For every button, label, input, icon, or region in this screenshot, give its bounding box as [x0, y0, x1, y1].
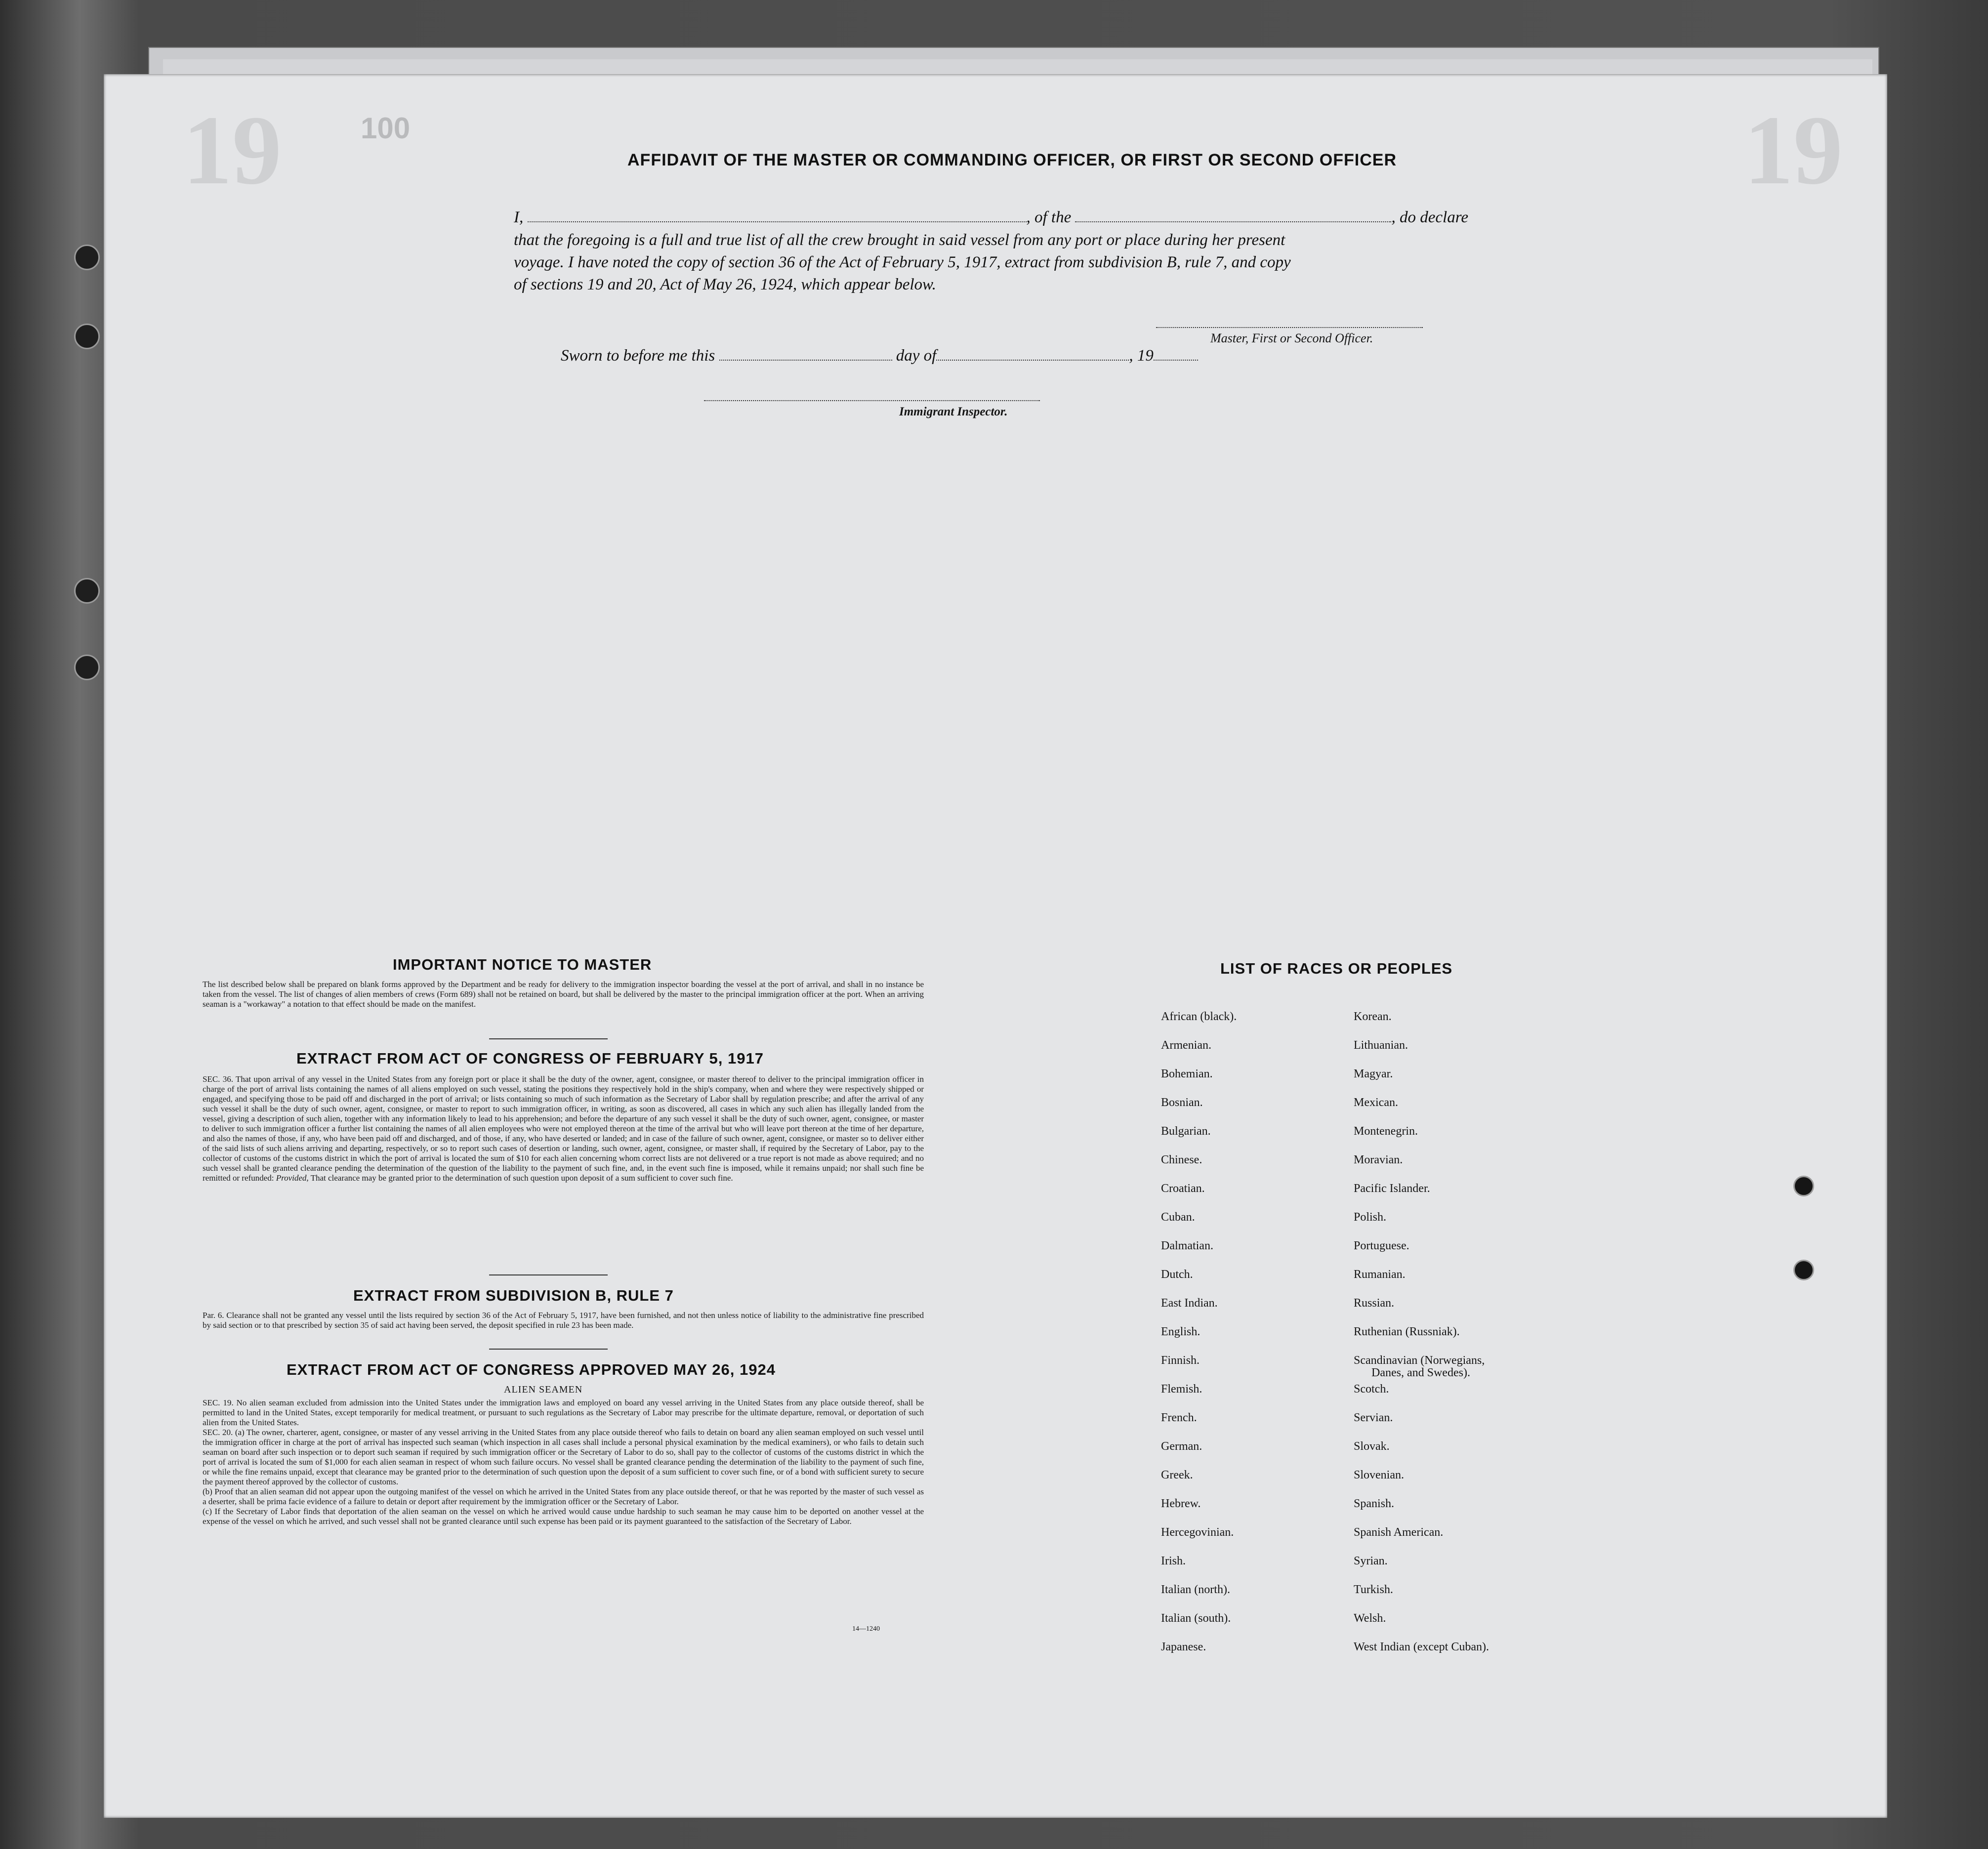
- affidavit-line-4: of sections 19 and 20, Act of May 26, 1924, which appear below.: [514, 276, 936, 293]
- punch-hole: [74, 655, 100, 680]
- divider: [489, 1274, 608, 1275]
- sworn-day-blank: [719, 360, 892, 361]
- extract-1917-text: SEC. 36. That upon arrival of any vessel in the United States from any foreign port or place it shall be the duty of the owner, agent, consignee, or master thereof to deliver to the principal immigration officer in charge of the port of arrival lists containing the names of all aliens employed on such vessel, stating the positions they respectively hold in the ship's company, when and where they were respectively shipped or engaged, and specifying those to be paid off and discharged in the port of arrival; or lists containing so much of such information as the Secretary of Labor shall by regulation prescribe; and after the arrival of any such vessel it shall be the duty of such owner, agent, consignee, or master to report to such immigration officer, in writing, as soon as discovered, all cases in which any such alien has illegally landed from the vessel, giving a description of such alien, together with any information likely to lead to his apprehension; and before the departure of any such vessel it shall be the duty of such owner, agent, consignee, or master to deliver to such immigration officer a further list containing the names of all alien employees who were not employed thereon at the time of the arrival but who will leave port thereon at the time of her departure, and also the names of those, if any, who have been paid off and discharged, and of those, if any, who have deserted or landed; and in case of the failure of such owner, agent, consignee, or master so to deliver either of the said lists of such aliens arriving and departing, respectively, or so to report such cases of desertion or landing, such owner, agent, consignee, or master shall, if required by the Secretary of Labor, pay to the collector of customs of the customs district in which the port of arrival is located the sum of $10 for each alien concerning whom correct lists are not delivered or a true report is not made as above required; and no such vessel shall be granted clearance pending the determination of the question of the liability to the payment of such fine, and, in the event such fine is imposed, while it remains unpaid; nor shall such fine be remitted or refunded:: [203, 1074, 924, 1183]
- sworn-line: [561, 347, 1198, 365]
- race-item: Dalmatian.: [1161, 1239, 1213, 1252]
- race-item: Syrian.: [1354, 1555, 1388, 1567]
- race-item: Turkish.: [1354, 1583, 1393, 1596]
- document-page: [104, 74, 1887, 1818]
- extract-1917-proviso-text: That clearance may be granted prior to the determination of such question upon deposit of a sum sufficient to cover such fine.: [310, 1173, 733, 1183]
- race-item: Ruthenian (Russniak).: [1354, 1325, 1460, 1338]
- extract-1917-proviso-label: Provided,: [276, 1173, 309, 1183]
- race-item: Bosnian.: [1161, 1096, 1203, 1109]
- race-item: Italian (north).: [1161, 1583, 1230, 1596]
- race-item: Cuban.: [1161, 1211, 1195, 1224]
- extract-rule7-body: Par. 6. Clearance shall not be granted any vessel until the lists required by section 36 of the Act of February 5, 1917, have been furnished, and not then unless notice of liability to the administrative fine prescribed by said section or to that prescribed by section 35 of said act having been served, the deposit specified in rule 23 has been made.: [203, 1311, 924, 1330]
- master-signature-line: [1156, 327, 1423, 328]
- race-item-scandinavian-line2: Danes, and Swedes).: [1371, 1366, 1470, 1379]
- punch-hole: [1793, 1260, 1814, 1280]
- race-item-scandinavian: [1354, 1354, 1489, 1383]
- race-item-scandinavian-line1: Scandinavian (Norwegians,: [1354, 1354, 1485, 1367]
- race-item: Slovenian.: [1354, 1469, 1404, 1481]
- race-item: Japanese.: [1161, 1641, 1206, 1653]
- race-item: Finnish.: [1161, 1354, 1200, 1367]
- race-item: French.: [1161, 1411, 1197, 1424]
- race-item: Armenian.: [1161, 1039, 1211, 1052]
- master-label: Master, First or Second Officer.: [1210, 331, 1373, 345]
- section-20c: (c) If the Secretary of Labor finds that deportation of the alien seaman on the vessel on which he arrived would cause undue hardship to such seaman he may cause him to be deported on another vessel at the expense of the vessel on which he arrived, and such vessel shall not be granted clearance until such expense has been paid or its payment guaranteed to the satisfaction of the Secretary of Labor.: [203, 1507, 924, 1526]
- affidavit-title: AFFIDAVIT OF THE MASTER OR COMMANDING OFFICER, OR FIRST OR SECOND OFFICER: [627, 151, 1397, 169]
- form-number: 14—1240: [852, 1625, 880, 1633]
- race-item: African (black).: [1161, 1010, 1237, 1023]
- race-item: West Indian (except Cuban).: [1354, 1641, 1489, 1653]
- race-item: Bulgarian.: [1161, 1125, 1211, 1138]
- inspector-signature-line: [704, 400, 1040, 401]
- vessel-blank: [1075, 221, 1391, 222]
- race-item: Portuguese.: [1354, 1239, 1409, 1252]
- sworn-start: Sworn to before me this: [561, 347, 715, 365]
- race-item: Mexican.: [1354, 1096, 1398, 1109]
- section-19: SEC. 19. No alien seaman excluded from admission into the United States under the immigration laws and employed on board any vessel arriving in the United States from any place outside thereof, shall be permitted to land in the United States, except temporarily for medical treatment, or pursuant to such regulations as the Secretary of Labor may prescribe for the ultimate departure, removal, or deportation of such alien from the United States.: [203, 1398, 924, 1427]
- race-item: Italian (south).: [1161, 1612, 1231, 1625]
- sworn-month-blank: [936, 360, 1129, 361]
- race-item: Spanish.: [1354, 1497, 1395, 1510]
- divider: [489, 1038, 608, 1039]
- race-item: Lithuanian.: [1354, 1039, 1408, 1052]
- bleed-through-number: 19: [183, 96, 282, 205]
- race-item: Greek.: [1161, 1469, 1193, 1481]
- section-20a: SEC. 20. (a) The owner, charterer, agent, consignee, or master of any vessel arriving in the United States from any place outside thereof who fails to detain on board any alien seaman employed on such vessel until the immigration officer in charge at the port of arrival has inspected such seaman (which inspection in all cases shall include a personal physical examination by the medical examiners), or who fails to detain such seaman on board after such inspection or to deport such seaman if required by such immigration officer or the Secretary of Labor to do so, shall pay to the collector of customs of the customs district in which the port of arrival is located the sum of $1,000 for each alien seaman in respect of whom such failure occurs. No vessel shall be granted clearance pending the determination of the liability to the payment of such fine, or while the fine remains unpaid, except that clearance may be granted prior to the determination of such question upon the deposit of a sum sufficient to cover such fine, or of a bond with sufficient surety to secure the payment thereof approved by the collector of customs.: [203, 1428, 924, 1486]
- races-title: LIST OF RACES OR PEOPLES: [1220, 960, 1453, 977]
- sworn-year-blank: [1154, 360, 1198, 361]
- race-item: Rumanian.: [1354, 1268, 1406, 1281]
- punch-hole: [74, 245, 100, 270]
- race-item: Chinese.: [1161, 1153, 1202, 1166]
- affidavit-line1-start: I,: [514, 208, 524, 226]
- race-item: Pacific Islander.: [1354, 1182, 1430, 1195]
- affidavit-line1-end: , do declare: [1391, 208, 1468, 226]
- bleed-through-page-number: 100: [361, 112, 411, 145]
- section-20b: (b) Proof that an alien seaman did not appear upon the outgoing manifest of the vessel on which he arrived in the United States from any place outside thereof, or that he was reported by the master of such vessel as a deserter, shall be prima facie evidence of a failure to detain or deport after requirement by the immigration officer or the Secretary of Labor.: [203, 1487, 924, 1506]
- races-column-1: [1161, 1010, 1237, 1669]
- race-item: Flemish.: [1161, 1383, 1202, 1396]
- race-item: Magyar.: [1354, 1068, 1393, 1080]
- race-item: Hercegovinian.: [1161, 1526, 1234, 1539]
- affidavit-line-1: [514, 208, 1468, 227]
- name-blank: [528, 221, 1027, 222]
- race-item: Dutch.: [1161, 1268, 1193, 1281]
- race-item: German.: [1161, 1440, 1202, 1453]
- punch-hole: [74, 578, 100, 604]
- race-item: Moravian.: [1354, 1153, 1403, 1166]
- affidavit-line-3: voyage. I have noted the copy of section 36 of the Act of February 5, 1917, extract from subdivision B, rule 7, and copy: [514, 253, 1291, 271]
- race-item: Croatian.: [1161, 1182, 1205, 1195]
- race-item: Hebrew.: [1161, 1497, 1201, 1510]
- affidavit-line1-mid: , of the: [1026, 208, 1072, 226]
- affidavit-line-2: that the foregoing is a full and true list of all the crew brought in said vessel from any port or place during her present: [514, 231, 1285, 249]
- sworn-end: , 19: [1129, 347, 1154, 365]
- race-item: Servian.: [1354, 1411, 1393, 1424]
- punch-hole: [74, 324, 100, 349]
- race-item: Russian.: [1354, 1297, 1395, 1310]
- notice-title: IMPORTANT NOTICE TO MASTER: [393, 956, 652, 973]
- extract-1917-title: EXTRACT FROM ACT OF CONGRESS OF FEBRUARY 5, 1917: [296, 1050, 764, 1067]
- race-item: Irish.: [1161, 1555, 1186, 1567]
- race-item: English.: [1161, 1325, 1201, 1338]
- extract-rule7-title: EXTRACT FROM SUBDIVISION B, RULE 7: [353, 1287, 674, 1304]
- extract-1917-body: [203, 1074, 924, 1183]
- bleed-through-number-right: 19: [1744, 96, 1843, 205]
- extract-1924-title: EXTRACT FROM ACT OF CONGRESS APPROVED MAY 26, 1924: [287, 1361, 776, 1378]
- extract-1924-subtitle: ALIEN SEAMEN: [504, 1384, 583, 1395]
- race-item: Polish.: [1354, 1211, 1387, 1224]
- race-item: Slovak.: [1354, 1440, 1390, 1453]
- inspector-label: Immigrant Inspector.: [899, 405, 1008, 418]
- races-column-2: [1354, 1010, 1489, 1669]
- race-item: Welsh.: [1354, 1612, 1386, 1625]
- race-item: Scotch.: [1354, 1383, 1389, 1396]
- race-item: Montenegrin.: [1354, 1125, 1418, 1138]
- punch-hole: [1793, 1176, 1814, 1196]
- notice-body: The list described below shall be prepared on blank forms approved by the Department and be ready for delivery to the immigration inspector boarding the vessel at the port of arrival, and shall in no instance be taken from the vessel. The list of changes of alien members of crews (Form 689) shall not be retained on board, but shall be delivered by the master to the principal immigration officer at the port. When an arriving seaman is a "workaway" a notation to that effect should be made on the manifest.: [203, 980, 924, 1009]
- extract-1924-body: [203, 1398, 924, 1526]
- race-item: Spanish American.: [1354, 1526, 1444, 1539]
- race-item: Bohemian.: [1161, 1068, 1213, 1080]
- sworn-mid: day of: [896, 347, 937, 365]
- divider: [489, 1349, 608, 1350]
- race-item: Korean.: [1354, 1010, 1392, 1023]
- race-item: East Indian.: [1161, 1297, 1218, 1310]
